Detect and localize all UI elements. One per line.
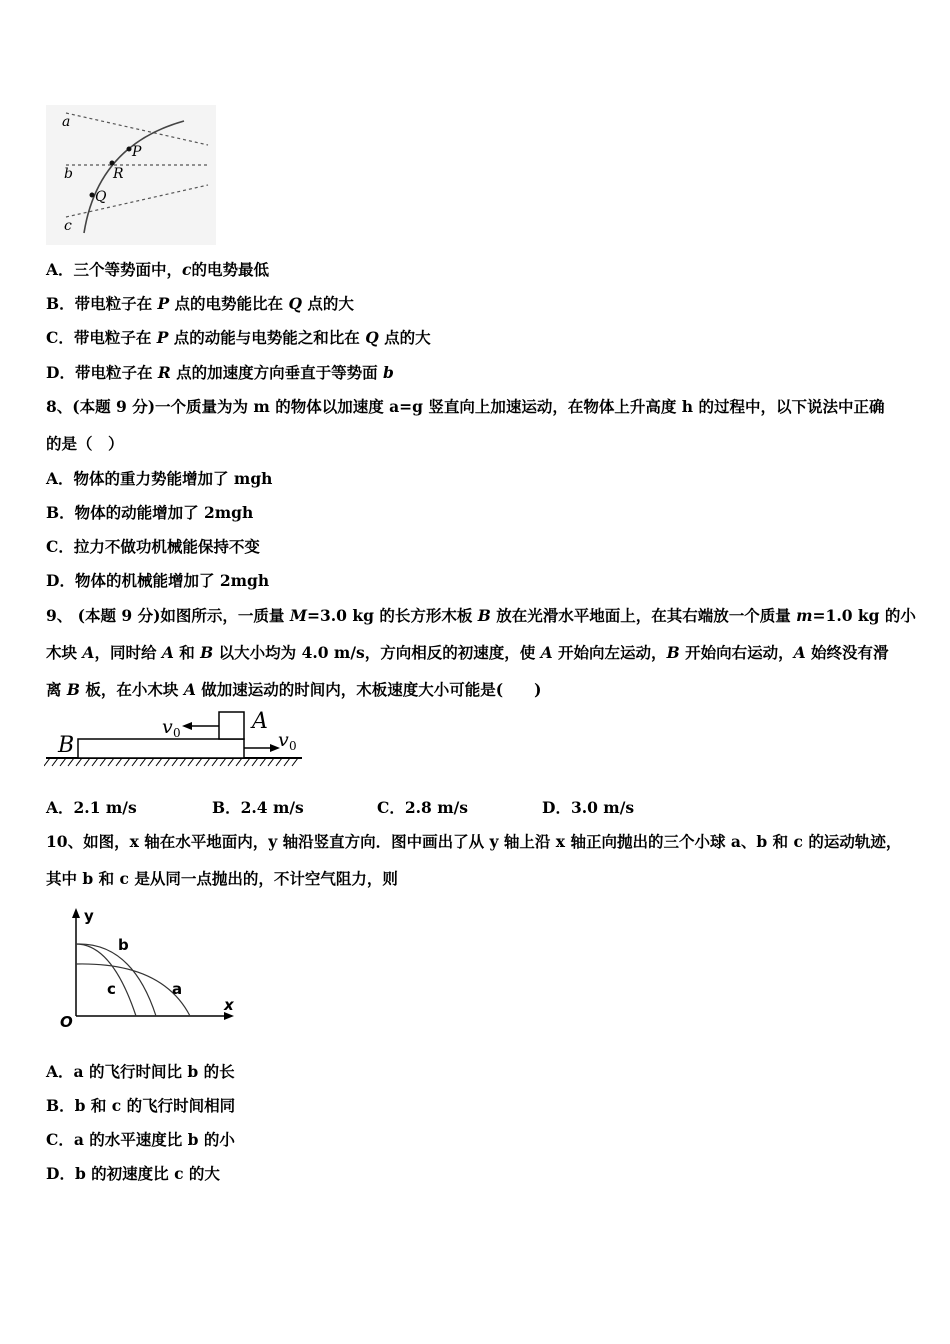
q10-stem-line2: 其中 b 和 c 是从同一点抛出的，不计空气阻力，则 <box>46 869 398 888</box>
q9-option-c[interactable]: C．2.8 m/s <box>377 798 468 817</box>
label-a: a <box>172 980 183 998</box>
q9-stem-line1: 9、 (本题 9 分)如图所示，一质量 M=3.0 kg 的长方形木板 B 放在光滑水平地面上，在其右端放一个质量 m=1.0 kg 的小 <box>46 606 916 625</box>
q8-stem-line2: 的是（ ） <box>46 434 124 453</box>
label-origin: O <box>60 1013 73 1031</box>
label-v0-right: v <box>278 729 289 751</box>
label-v0-right-sub: 0 <box>289 739 297 753</box>
q9-stem-line2: 木块 A，同时给 A 和 B 以大小均为 4.0 m/s，方向相反的初速度，使 A 开始向左运动，B 开始向右运动，A 始终没有滑 <box>46 643 889 662</box>
q9-option-d[interactable]: D．3.0 m/s <box>542 798 635 817</box>
q9-option-a[interactable]: A．2.1 m/s <box>46 798 137 817</box>
label-v0-left: v <box>162 716 173 738</box>
board-block-figure <box>44 706 306 770</box>
label-a: a <box>62 114 71 130</box>
q7-option-d[interactable]: D．带电粒子在 R 点的加速度方向垂直于等势面 b <box>46 363 394 382</box>
q7-option-b[interactable]: B．带电粒子在 P 点的电势能比在 Q 点的大 <box>46 294 354 313</box>
label-c: c <box>64 218 72 234</box>
q10-option-a[interactable]: A．a 的飞行时间比 b 的长 <box>46 1062 235 1081</box>
label-v0-left-sub: 0 <box>173 726 181 740</box>
label-y: y <box>84 907 94 925</box>
label-p: P <box>132 144 142 160</box>
label-c: c <box>107 980 116 998</box>
trajectory-figure <box>52 906 238 1032</box>
q10-option-d[interactable]: D．b 的初速度比 c 的大 <box>46 1164 220 1183</box>
q8-option-d[interactable]: D．物体的机械能增加了 2mgh <box>46 571 270 590</box>
label-q: Q <box>95 189 107 205</box>
q9-option-b[interactable]: B．2.4 m/s <box>212 798 304 817</box>
label-b: b <box>118 936 129 954</box>
label-board-b: B <box>58 733 75 758</box>
label-block-a: A <box>252 709 268 734</box>
label-x: x <box>224 996 234 1014</box>
q8-option-b[interactable]: B．物体的动能增加了 2mgh <box>46 503 254 522</box>
label-r: R <box>113 166 124 182</box>
q7-option-c[interactable]: C．带电粒子在 P 点的动能与电势能之和比在 Q 点的大 <box>46 328 431 347</box>
q10-stem-line1: 10、如图，x 轴在水平地面内，y 轴沿竖直方向．图中画出了从 y 轴上沿 x 轴正向抛出的三个小球 a、b 和 c 的运动轨迹， <box>46 832 902 851</box>
equipotential-figure <box>46 105 216 245</box>
q10-option-b[interactable]: B．b 和 c 的飞行时间相同 <box>46 1096 236 1115</box>
label-b: b <box>64 166 73 182</box>
q8-option-c[interactable]: C．拉力不做功机械能保持不变 <box>46 537 260 556</box>
q10-option-c[interactable]: C．a 的水平速度比 b 的小 <box>46 1130 235 1149</box>
q8-option-a[interactable]: A．物体的重力势能增加了 mgh <box>46 469 273 488</box>
q9-stem-line3: 离 B 板，在小木块 A 做加速运动的时间内，木板速度大小可能是( ) <box>46 680 542 699</box>
q7-option-a[interactable]: A．三个等势面中，c的电势最低 <box>46 260 269 279</box>
q8-stem-line1: 8、(本题 9 分)一个质量为为 m 的物体以加速度 a=g 竖直向上加速运动，在物体上升高度 h 的过程中，以下说法中正确 <box>46 397 885 416</box>
